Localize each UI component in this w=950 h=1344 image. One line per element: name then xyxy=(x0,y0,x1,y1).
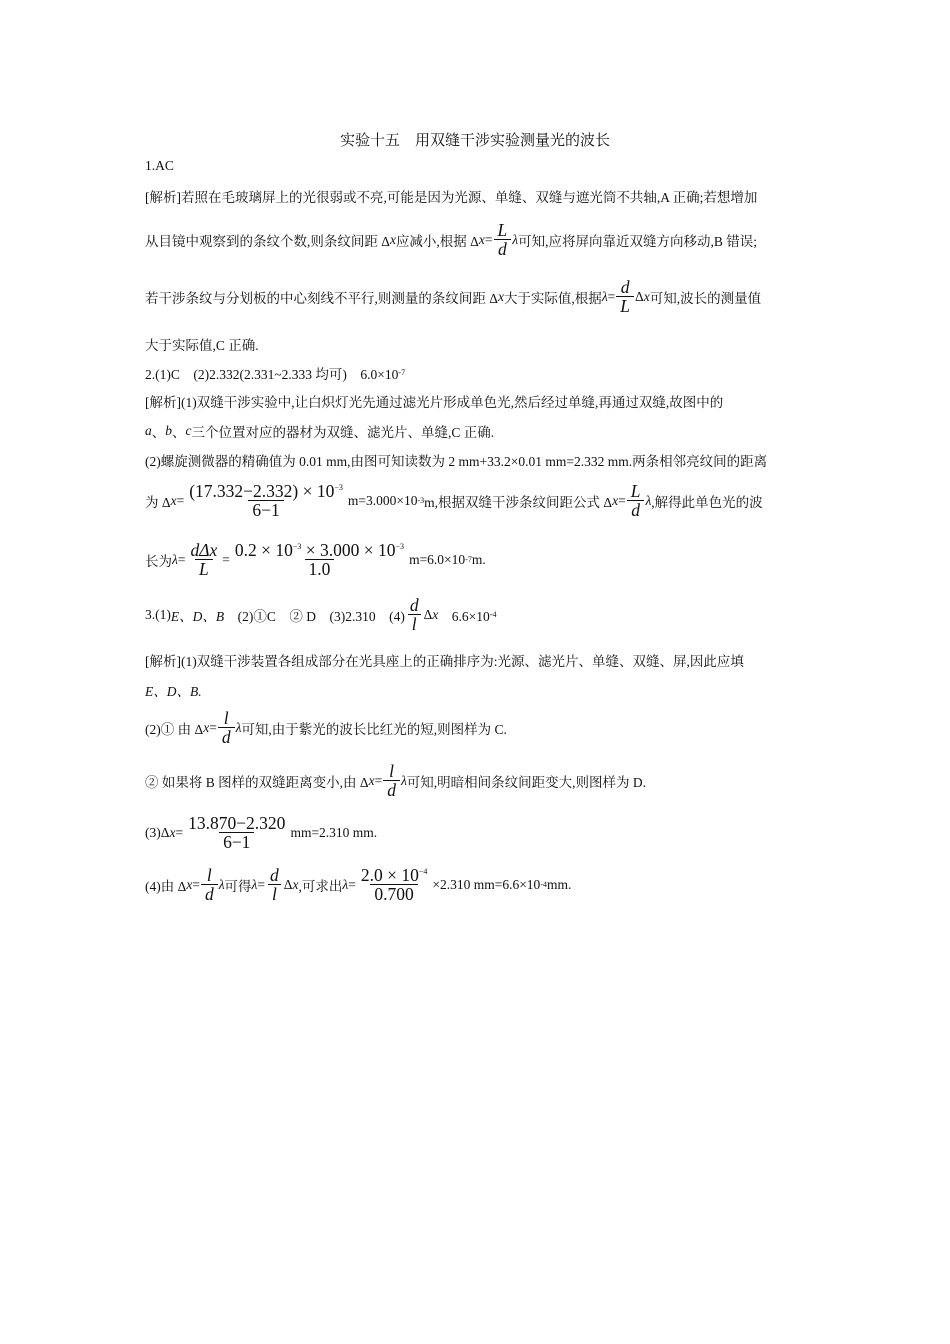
fraction-d-over-l: $\frac{d}{l}$ xyxy=(406,596,423,635)
fraction-d-over-l: $\frac{d}{l}$ xyxy=(266,866,283,905)
q1-analysis-line-1: [解析] 若照在毛玻璃屏上的光很弱或不亮,可能是因为光源、单缝、双缝与遮光筒不共轴,A 正确;若想增加 xyxy=(145,186,757,206)
q2-analysis-line-1: [解析] (1)双缝干涉实验中,让白炽灯光先通过滤光片形成单色光,然后经过单缝,再通过双缝,故图中的 xyxy=(145,391,723,411)
q2-answer: 2.(1)C (2)2.332(2.331~2.333 均可) 6.0×10 -7 xyxy=(145,367,406,382)
q1-analysis-line-3: 若干涉条纹与分划板的中心刻线不平行,则测量的条纹间距 Δ x 大于实际值,根据 λ = $\frac{d}{L}$ Δ x 可知,波长的测量值 xyxy=(145,277,762,317)
fraction-l-over-d: $\frac{l}{d}$ xyxy=(201,866,218,905)
q1-answer: 1.AC xyxy=(145,158,174,173)
analysis-label: [解析] xyxy=(145,190,181,205)
q2-analysis-line-3: (2)螺旋测微器的精确值为 0.01 mm,由图可知读数为 2 mm+33.2×0.01 mm=2.332 mm.两条相邻亮纹间的距离 xyxy=(145,454,768,469)
fraction-wavelength-value: $\frac{2.0 \times 10^{-4}}{0.700}$ xyxy=(360,865,428,905)
q3-analysis-line-4: ② 如果将 B 图样的双缝距离变小,由 Δ x = $\frac{l}{d}$ λ 可知,明暗相间条纹间距变大,则图样为 D. xyxy=(145,761,647,801)
q3-analysis-line-3: (2)① 由 Δ x = $\frac{l}{d}$ λ 可知,由于紫光的波长比红光的短,则图样为 C. xyxy=(145,708,507,748)
q3-analysis-line-1: [解析] (1)双缝干涉装置各组成部分在光具座上的正确排序为:光源、滤光片、单缝、双缝、屏,因此应填 xyxy=(145,650,744,670)
analysis-label: [解析] xyxy=(145,654,181,669)
q2-analysis-line-2: a 、 b 、 c 三个位置对应的器材为双缝、滤光片、单缝,C 正确. xyxy=(145,423,495,440)
fraction-l-over-d: $\frac{l}{d}$ xyxy=(383,762,400,801)
fraction-L-over-d: $\frac{L}{d}$ xyxy=(627,482,645,521)
fraction-lambda-value: $\frac{0.2 \times 10^{-3} \times 3.000 \times 10^{-3}}{1.0}$ xyxy=(234,540,405,580)
fraction-spacing: $\frac{(17.332-2.332) \times 10^{-3}}{6-1}$ xyxy=(189,481,343,521)
q2-analysis-line-4: 为 Δ x = $\frac{(17.332-2.332) \times 10^{-3}}{6-1}$ m=3.000×10 -3 m,根据双缝干涉条纹间距公式 Δ x = $\frac{L}{d}$ λ ,解得此单色光的波 xyxy=(145,481,763,521)
fraction-spacing-value: $\frac{13.870-2.320}{6-1}$ xyxy=(188,813,286,853)
analysis-label: [解析] xyxy=(145,395,181,410)
fraction-L-over-d: $\frac{L}{d}$ xyxy=(494,221,512,260)
q1-analysis-line-2: 从目镜中观察到的条纹个数,则条纹间距 Δ x 应减小,根据 Δ x = $\frac{L}{d}$ λ 可知,应将屏向靠近双缝方向移动,B 错误; xyxy=(145,220,757,260)
q3-analysis-line-2: E、D、B. xyxy=(145,684,202,699)
q3-analysis-line-6: (4)由 Δ x = $\frac{l}{d}$ λ 可得 λ = $\frac{d}{l}$ Δ x ,可求出 λ = $\frac{2.0 \times 10^{-4}}{0.700}$ ×2.310 mm=6.6×10 -4 mm. xyxy=(145,865,572,905)
fraction-d-over-L: $\frac{d}{L}$ xyxy=(616,278,634,317)
q3-analysis-line-5: (3)Δ x = $\frac{13.870-2.320}{6-1}$ mm=2.310 mm. xyxy=(145,813,378,853)
fraction-l-over-d: $\frac{l}{d}$ xyxy=(218,709,235,748)
q2-analysis-line-5: 长为 λ = $\frac{\text{dΔx}}{L}$ = $\frac{0.2 \times 10^{-3} \times 3.000 \times 10^{-3}}{1.0}$ m=6.0×10 -7 m. xyxy=(145,540,486,580)
fraction-lambda-formula: $\frac{\text{dΔx}}{L}$ xyxy=(190,540,218,580)
q1-analysis-line-4: 大于实际值,C 正确. xyxy=(145,338,259,353)
page-title: 实验十五 用双缝干涉实验测量光的波长 xyxy=(339,133,610,149)
q3-answer: 3.(1) E、D、B (2)①C ② D (3)2.310 (4) $\frac{d}{l}$ Δ x 6.6×10 -4 xyxy=(145,595,497,635)
